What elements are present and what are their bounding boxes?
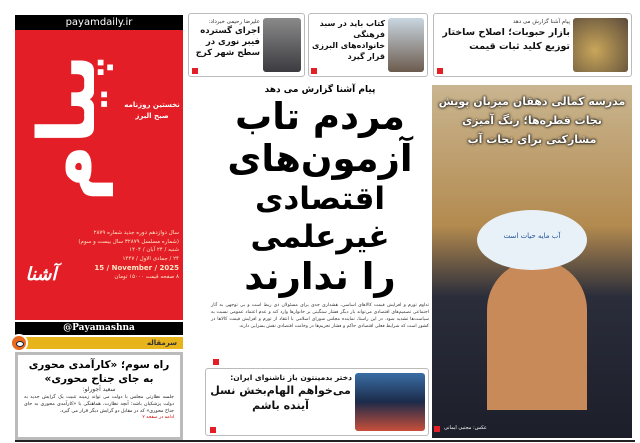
news-kicker: دختر بدمینتون باز ناشنوای ایران:: [230, 373, 352, 382]
headline-line: را ندارند: [244, 255, 396, 298]
logo: پیام: [23, 53, 113, 202]
bottom-news-badminton[interactable]: [205, 368, 429, 436]
date-persian: شنبه / ۲۴ آبان / ۱۴۰۴: [129, 247, 179, 253]
editorial-box[interactable]: [15, 352, 183, 440]
page-badge: [434, 426, 440, 432]
hat-sign: آب مایه حیات است: [477, 210, 587, 270]
news-title: می‌خواهم الهام‌بخش نسل آینده باشم: [210, 384, 351, 412]
news-text: [437, 18, 570, 72]
top-news-books[interactable]: [308, 13, 428, 77]
news-title: بازار حبوبات؛ اصلاح ساختار توزیع کلید ثبات قیمت: [442, 27, 570, 52]
logo-area: [15, 30, 121, 225]
top-news-fiber[interactable]: [188, 13, 305, 77]
issue-serial: (شماره مسلسل ۳۲۸۷۹ سال بیست و سوم): [78, 238, 179, 245]
editorial-text: جلسه نظارتی مجلس با دولت می تواند زمینه تثبیت یک گرایش جدید به دولت پزشکیان باشد؛ آنچه نظارت، هماهنگی با «کارآمدی محوری به جای جناح محوری» که در مقابل دو گرایش دیگر قرار می گیرد.: [24, 395, 174, 414]
news-photo: [263, 18, 301, 72]
eye-icon: [10, 334, 28, 352]
photo-caption: عکس: مجتبی ایمانی: [444, 425, 487, 431]
top-news-beans[interactable]: [433, 13, 632, 77]
photo-story-title: مدرسه کمالی دهقان میزبان پویش نجات قطره‌ها؛ رنگ آمیزی مشارکتی برای نجات آب: [438, 95, 626, 146]
news-photo: [573, 18, 628, 72]
editorial-title: راه سوم؛ «کارآمدی محوری به جای جناح محوری»: [28, 359, 170, 385]
main-body: تداوم تورم و افزایش قیمت کالاهای اساسی، هشداری جدی برای مسئولان ذی ربط است و بی توجهی به آثار اجتماعی تصمیم‌های اقتصادی می‌تواند بار دیگر فشار سنگینی بر خانوارها وارد کند و عدم اعتماد عمومی نسبت به سیاست‌ها تشدید شود. در این راستا، نماینده مجلس شورای اسلامی با انتقاد از تورم و افزایش قیمت کالاها در کشور است که شرایط فعلی اقتصادی حاکم و فشار تحریم‌ها در وخامت اقتصادی نقش بسزایی دارند.: [211, 303, 429, 329]
website-url[interactable]: payamdaily.ir: [15, 15, 183, 30]
date-hijri: ۲۴ / جمادی الاول / ۱۴۴۷: [122, 255, 179, 262]
main-story: [205, 84, 435, 330]
page-badge: [192, 68, 198, 74]
page-badge: [213, 359, 219, 365]
headline-line: آزمون‌های: [227, 137, 413, 180]
date-english: 15 / November / 2025: [94, 264, 179, 272]
tagline: نخستین روزنامه صبح البرز: [124, 101, 180, 120]
news-title: اجرای گسترده فیبر نوری در سطح شهر کرج: [195, 26, 260, 58]
news-kicker: علیرضا رحیمی خبرداد:: [208, 19, 260, 25]
news-text: [312, 18, 385, 72]
news-text: [192, 18, 260, 72]
logo-sub: آشنا: [25, 264, 57, 285]
masthead-logo-area: [15, 30, 183, 225]
news-title: کتاب باید در سبد فرهنگی خانواده‌های البرزی قرار گیرد: [312, 19, 385, 61]
headline-line: اقتصادی غیرعلمی: [250, 181, 390, 255]
page-badge: [311, 68, 317, 74]
editorial-author: سعید آجورلو:: [82, 386, 116, 393]
news-photo: [388, 18, 424, 72]
news-text: [209, 373, 352, 431]
masthead-info-area: [15, 225, 183, 320]
social-handle[interactable]: @Payamashna: [15, 322, 183, 335]
continue-link[interactable]: ادامه در صفحه ۲: [142, 415, 174, 420]
masthead: [15, 15, 183, 320]
main-kicker: پیام آشنا گزارش می دهد: [264, 85, 376, 95]
news-kicker: پیام آشنا گزارش می دهد: [512, 19, 570, 25]
main-headline[interactable]: [205, 96, 435, 298]
news-photo: [355, 373, 425, 431]
page-badge: [210, 427, 216, 433]
headline-line: مردم تاب: [235, 95, 405, 138]
bottom-rule: [15, 440, 635, 442]
issue-number: سال دوازدهم دوره جدید شماره ۲۸۷۹: [93, 230, 179, 236]
issue-info: [67, 229, 179, 320]
child-face: [487, 260, 587, 410]
editorial-section-label: سرمقاله: [15, 337, 183, 349]
price: ۸ صفحه قیمت ۱۵۰۰۰ تومان: [114, 274, 179, 280]
page-badge: [437, 68, 443, 74]
